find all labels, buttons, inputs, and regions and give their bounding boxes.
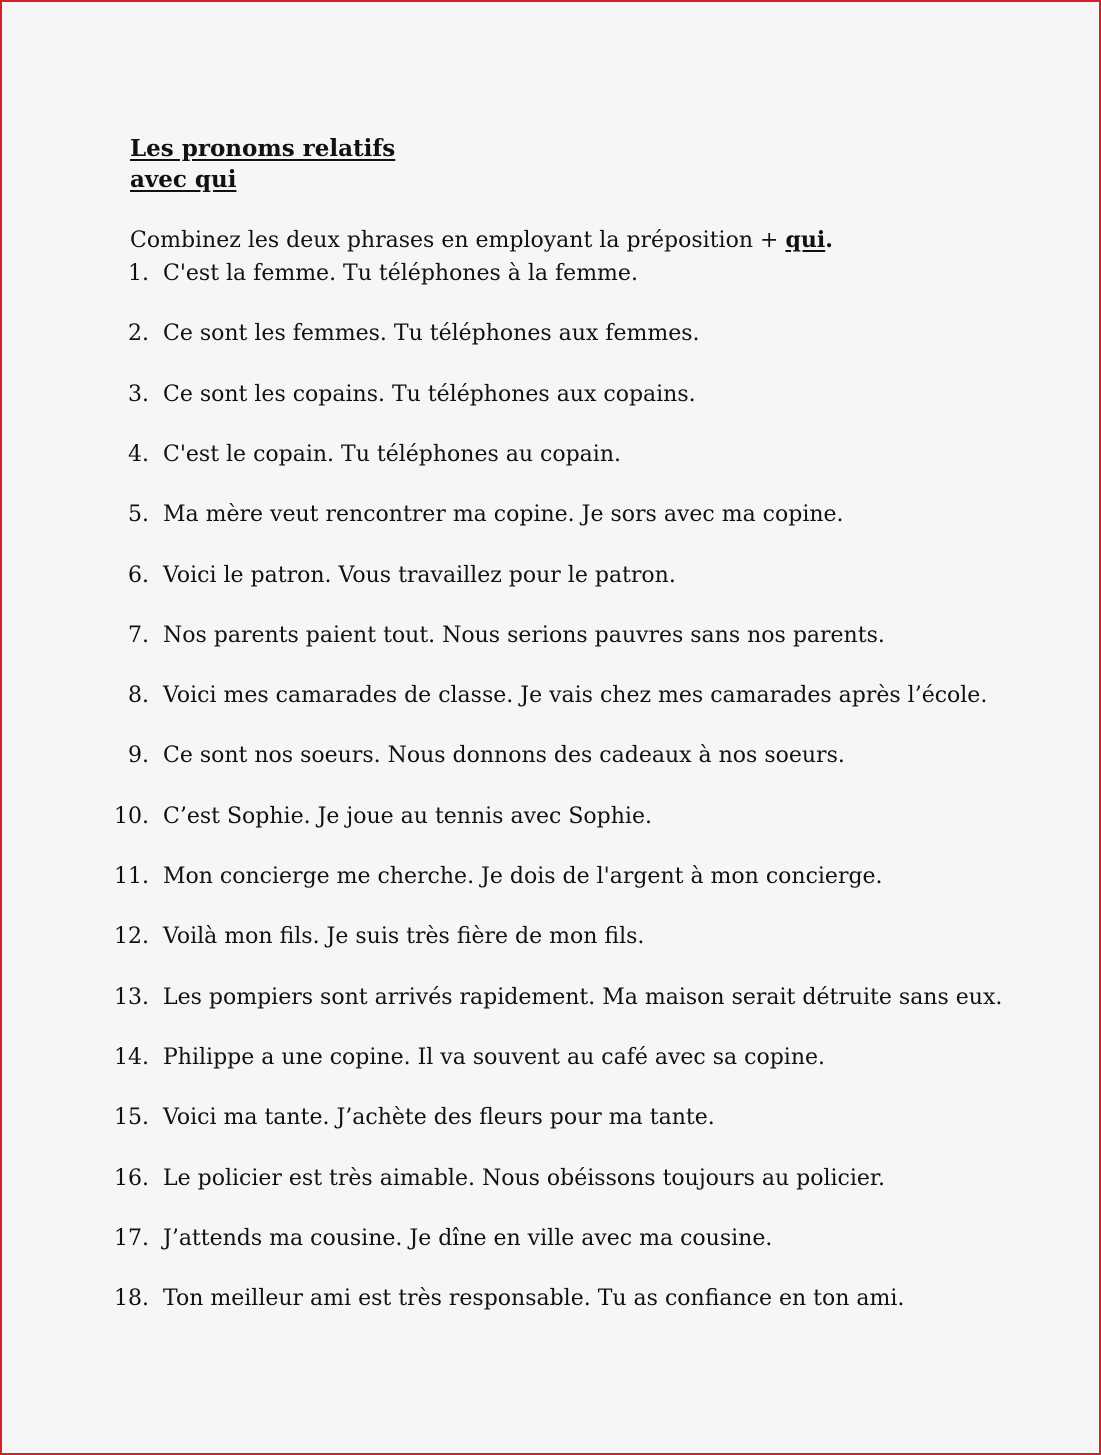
exercise-number: 8.: [128, 683, 149, 708]
exercise-text: C’est Sophie. Je joue au tennis avec Sophie.: [163, 804, 652, 829]
title-line-2: avec qui: [130, 166, 237, 193]
exercise-text: Voilà mon fils. Je suis très fière de mon fils.: [163, 924, 645, 949]
exercise-text: Les pompiers sont arrivés rapidement. Ma maison serait détruite sans eux.: [163, 985, 1003, 1010]
exercise-item: [2, 441, 1099, 469]
exercise-item: [2, 1104, 1099, 1132]
exercise-text: Nos parents paient tout. Nous serions pauvres sans nos parents.: [163, 623, 885, 648]
exercise-item: [2, 562, 1099, 590]
exercise-number: 7.: [128, 623, 149, 648]
exercise-text: Le policier est très aimable. Nous obéissons toujours au policier.: [163, 1166, 886, 1191]
exercise-text: Voici mes camarades de classe. Je vais chez mes camarades après l’école.: [163, 683, 988, 708]
instructions-end: .: [825, 227, 833, 253]
exercise-text: Ton meilleur ami est très responsable. Tu as confiance en ton ami.: [163, 1286, 905, 1311]
instructions: [130, 226, 833, 255]
exercise-number: 11.: [114, 864, 149, 889]
title-line-1: Les pronoms relatifs: [130, 135, 396, 162]
exercise-item: [2, 682, 1099, 710]
exercise-text: Ce sont les copains. Tu téléphones aux copains.: [163, 382, 696, 407]
exercise-number: 10.: [114, 804, 149, 829]
exercise-number: 4.: [128, 442, 149, 467]
exercise-number: 12.: [114, 924, 149, 949]
exercise-number: 5.: [128, 502, 149, 527]
exercise-item: [2, 1044, 1099, 1072]
exercise-item: [2, 381, 1099, 409]
exercise-item: [2, 1225, 1099, 1253]
exercise-number: 1.: [128, 261, 149, 286]
exercise-number: 17.: [114, 1226, 149, 1251]
exercise-text: Ce sont nos soeurs. Nous donnons des cadeaux à nos soeurs.: [163, 743, 845, 768]
exercise-item: [2, 863, 1099, 891]
instructions-keyword: qui: [785, 227, 826, 253]
exercise-item: [2, 742, 1099, 770]
exercise-item: [2, 501, 1099, 529]
exercise-text: C'est la femme. Tu téléphones à la femme.: [163, 261, 638, 286]
exercise-item: [2, 984, 1099, 1012]
exercise-item: [2, 622, 1099, 650]
exercise-text: Ce sont les femmes. Tu téléphones aux femmes.: [163, 321, 700, 346]
exercise-item: [2, 1165, 1099, 1193]
exercise-number: 18.: [114, 1286, 149, 1311]
exercise-item: [2, 803, 1099, 831]
exercise-number: 14.: [114, 1045, 149, 1070]
exercise-item: [2, 923, 1099, 951]
exercise-item: [2, 1285, 1099, 1313]
page-title: [130, 133, 395, 195]
exercise-item: [2, 320, 1099, 348]
exercise-text: Mon concierge me cherche. Je dois de l'argent à mon concierge.: [163, 864, 883, 889]
exercise-item: [2, 260, 1099, 288]
exercise-text: Ma mère veut rencontrer ma copine. Je sors avec ma copine.: [163, 502, 844, 527]
exercise-text: C'est le copain. Tu téléphones au copain.: [163, 442, 621, 467]
exercise-number: 2.: [128, 321, 149, 346]
instructions-text: Combinez les deux phrases en employant la préposition +: [130, 228, 786, 253]
exercise-number: 9.: [128, 743, 149, 768]
exercise-number: 13.: [114, 985, 149, 1010]
exercise-text: Voici le patron. Vous travaillez pour le patron.: [163, 563, 676, 588]
exercise-text: J’attends ma cousine. Je dîne en ville avec ma cousine.: [163, 1226, 773, 1251]
exercise-number: 6.: [128, 563, 149, 588]
exercise-number: 3.: [128, 382, 149, 407]
exercise-text: Voici ma tante. J’achète des fleurs pour ma tante.: [163, 1105, 715, 1130]
exercise-number: 16.: [114, 1166, 149, 1191]
exercise-number: 15.: [114, 1105, 149, 1130]
exercise-text: Philippe a une copine. Il va souvent au café avec sa copine.: [163, 1045, 826, 1070]
